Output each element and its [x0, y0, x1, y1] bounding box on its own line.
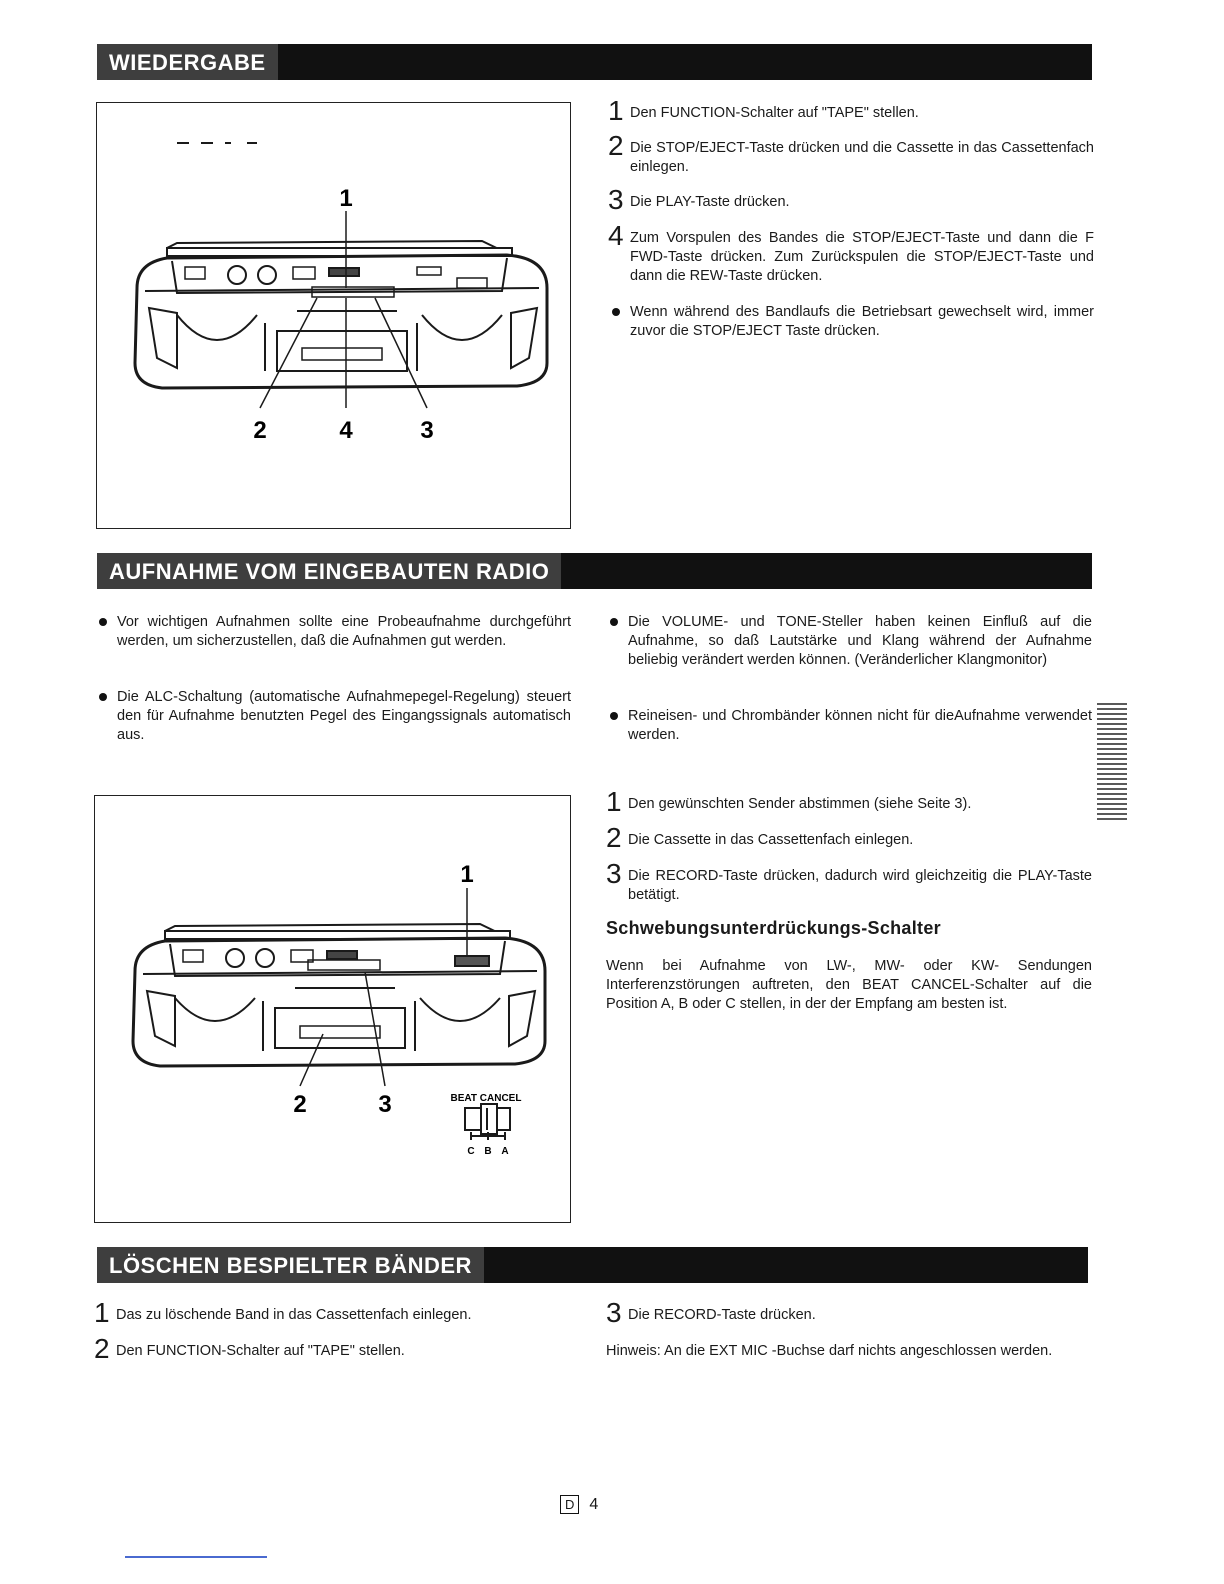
callout-3: 3 — [420, 417, 434, 444]
page-number: 4 — [589, 1496, 599, 1513]
erase-note: Hinweis: An die EXT MIC -Buchse darf nichts angeschlossen werden. — [606, 1343, 1053, 1359]
beat-cancel-label: BEAT CANCEL — [450, 1093, 522, 1104]
beat-cancel-text: Wenn bei Aufnahme von LW-, MW- oder KW- Sendungen Interferenzstörungen auftreten, den BEAT CANCEL-Schalter auf die Position A, B oder C stellen, in der der Empfang am besten ist. — [606, 958, 1092, 1012]
boombox-illustration-recording — [95, 796, 570, 1222]
radio-step-3 — [606, 858, 1092, 905]
boombox-illustration-playback — [97, 103, 570, 528]
section-bar-playback — [97, 44, 1092, 80]
erase-step-3 — [606, 1297, 1088, 1328]
step-text: Die PLAY-Taste drücken. — [630, 194, 790, 210]
section-bar-radio-recording — [97, 553, 1092, 589]
callout-1: 1 — [339, 185, 353, 212]
step-text: Zum Vorspulen des Bandes die STOP/EJECT-Taste und dann die F FWD-Taste drücken. Zum Zurückspulen die STOP/EJECT-Taste und dann die REW-Taste drücken. — [630, 230, 1094, 284]
erase-step-1 — [94, 1297, 564, 1328]
radio-bullet-right-2: Reineisen- und Chrombänder können nicht für dieAufnahme verwendet werden. — [628, 708, 1092, 743]
step-number: 1 — [608, 95, 624, 126]
callout-3: 3 — [378, 1091, 392, 1118]
figure-playback — [96, 102, 571, 529]
footer-rule — [125, 1556, 267, 1558]
playback-step-3 — [608, 184, 1094, 215]
step-text: Das zu löschende Band in das Cassettenfach einlegen. — [116, 1307, 472, 1323]
callout-4: 4 — [339, 417, 353, 444]
radio-step-2 — [606, 822, 1092, 853]
section-bar-erase — [97, 1247, 1088, 1283]
radio-bullet-right-1: Die VOLUME- und TONE-Steller haben keinen Einfluß auf die Aufnahme, so daß Lautstärke und Klang während der Aufnahme beliebig verändert werden können. (Veränderlicher Klangmonitor) — [628, 614, 1092, 668]
playback-note: Wenn während des Bandlaufs die Betriebsart gewechselt wird, immer zuvor die STOP/EJECT Taste drücken. — [630, 304, 1094, 339]
playback-step-1 — [608, 95, 1094, 126]
step-text: Den FUNCTION-Schalter auf "TAPE" stellen. — [630, 105, 919, 121]
radio-bullet-left-1: Vor wichtigen Aufnahmen sollte eine Probeaufnahme durchgeführt werden, um sicherzustellen, daß die Aufnahmen gut werden. — [117, 614, 571, 649]
step-number: 4 — [608, 220, 624, 251]
callout-2: 2 — [293, 1091, 307, 1118]
section-title-erase: LÖSCHEN BESPIELTER BÄNDER — [97, 1247, 484, 1283]
step-number: 2 — [94, 1333, 110, 1364]
language-box: D — [560, 1495, 579, 1514]
section-title-playback: WIEDERGABE — [97, 44, 278, 80]
step-number: 2 — [608, 130, 624, 161]
step-number: 3 — [606, 858, 622, 889]
radio-bullet-left-2: Die ALC-Schaltung (automatische Aufnahmepegel-Regelung) steuert den für Aufnahme benutzten Pegel des Eingangssignals automatisch aus. — [117, 689, 571, 743]
beat-position-b: B — [484, 1146, 492, 1157]
beat-position-c: C — [467, 1146, 475, 1157]
step-text: Den FUNCTION-Schalter auf "TAPE" stellen. — [116, 1343, 405, 1359]
page-footer — [560, 1495, 598, 1514]
step-number: 1 — [94, 1297, 110, 1328]
erase-step-2 — [94, 1333, 564, 1364]
beat-position-a: A — [501, 1146, 509, 1157]
beat-cancel-subheading: Schwebungsunterdrückungs-Schalter — [606, 918, 941, 938]
playback-step-4 — [608, 220, 1094, 286]
section-tab-marker — [1097, 700, 1127, 826]
step-number: 1 — [606, 786, 622, 817]
step-text: Die RECORD-Taste drücken, dadurch wird gleichzeitig die PLAY-Taste betätigt. — [628, 868, 1092, 903]
step-number: 2 — [606, 822, 622, 853]
callout-2: 2 — [253, 417, 267, 444]
radio-step-1 — [606, 786, 1092, 817]
step-text: Die Cassette in das Cassettenfach einlegen. — [628, 832, 914, 848]
figure-radio-recording — [94, 795, 571, 1223]
beat-cancel-switch-icon — [465, 1104, 510, 1140]
step-number: 3 — [608, 184, 624, 215]
step-text: Die RECORD-Taste drücken. — [628, 1307, 816, 1323]
section-title-radio-recording: AUFNAHME VOM EINGEBAUTEN RADIO — [97, 553, 561, 589]
step-text: Den gewünschten Sender abstimmen (siehe Seite 3). — [628, 796, 972, 812]
callout-1: 1 — [460, 861, 474, 888]
playback-step-2 — [608, 130, 1094, 177]
step-text: Die STOP/EJECT-Taste drücken und die Cassette in das Cassettenfach einlegen. — [630, 140, 1094, 175]
step-number: 3 — [606, 1297, 622, 1328]
